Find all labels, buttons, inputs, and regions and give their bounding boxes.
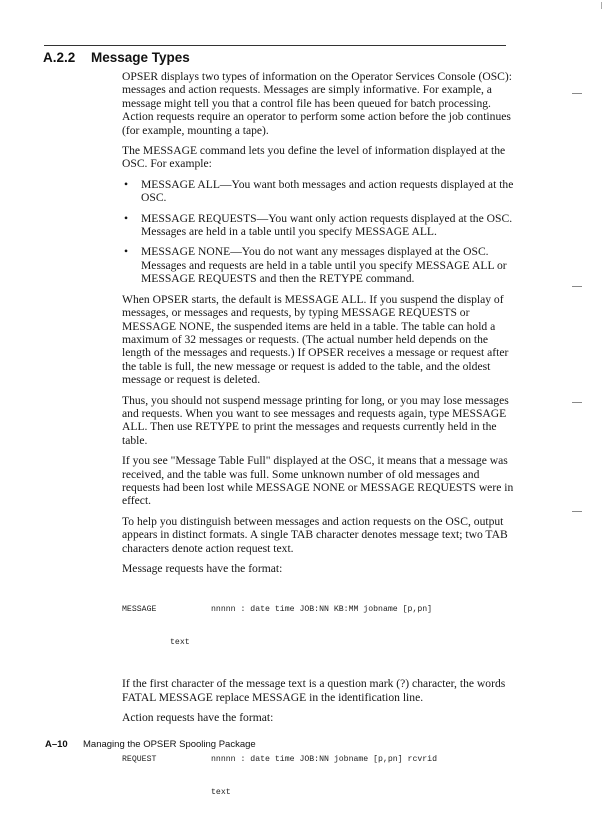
paragraph-intro: OPSER displays two types of information on the Operator Services Console (OSC): messages and action requests. Messages are simply informative. For example, a message might tell you that a control file has been queued for batch processing. Action requests require an operator to perform some action before the job continues (for example, mounting a tape). (122, 70, 512, 137)
change-bar (572, 511, 582, 512)
bullet-icon: • (124, 211, 129, 225)
section-rule (44, 45, 506, 46)
change-bar (572, 286, 582, 287)
message-format-code (122, 582, 514, 670)
section-heading (43, 50, 190, 65)
section-body (122, 70, 514, 827)
code-line: nnnnn : date time JOB:NN KB:MM jobname [p,pn] (211, 605, 433, 615)
paragraph-message-command: The MESSAGE command lets you define the level of information displayed at the OSC. For example: (122, 144, 506, 171)
list-item-text: MESSAGE ALL—You want both messages and action requests displayed at the OSC. (141, 177, 514, 205)
code-text: text (211, 787, 231, 797)
change-bar (572, 402, 582, 403)
page-footer (45, 739, 256, 750)
scan-mark (601, 2, 602, 9)
paragraph-formats: To help you distinguish between messages and action requests on the OSC, output appears in distinct formats. A single TAB character denotes message text; two TAB characters denote action request text. (122, 514, 508, 555)
paragraph-message-format: Message requests have the format: (122, 562, 283, 575)
footer-title: Managing the OPSER Spooling Package (83, 739, 256, 750)
paragraph-default: When OPSER starts, the default is MESSAGE ALL. If you suspend the display of messages, or messages and requests, by typing MESSAGE REQUESTS or MESSAGE NONE, the suspended items are held in a table. The table can hold a maximum of 32 messages or requests. (The actual number held depends on the length of the messages and requests.) If OPSER receives a message or request after the table is full, the new message or request is added to the table, and the oldest message or request is deleted. (122, 292, 509, 387)
change-bar (572, 93, 582, 94)
list-item-text: MESSAGE NONE—You do not want any messages displayed at the OSC. Messages and requests are held in a table until you specify MESSAGE ALL or MESSAGE REQUESTS and then the RETYPE command. (141, 245, 507, 286)
code-label: REQUEST (122, 754, 157, 764)
paragraph-suspend: Thus, you should not suspend message printing for long, or you may lose messages and requests. When you want to see messages and requests again, type MESSAGE ALL. Then use RETYPE to print the messages and requests currently held in the table. (122, 393, 509, 447)
code-text: text (170, 638, 190, 648)
list-item-text: MESSAGE REQUESTS—You want only action requests displayed at the OSC. Messages are held in a table until you specify MESSAGE ALL. (141, 211, 513, 239)
paragraph-table-full: If you see "Message Table Full" displayed at the OSC, it means that a message was received, and the table was full. Some unknown number of old messages and requests had been lost while MESSAGE NONE or MESSAGE REQUESTS were in effect. (122, 454, 514, 508)
list-item (122, 178, 514, 205)
paragraph-fatal: If the first character of the message text is a question mark (?) character, the words FATAL MESSAGE replace MESSAGE in the identification line. (122, 677, 506, 704)
page-number: A–10 (45, 739, 68, 750)
list-item (122, 212, 514, 239)
list-item (122, 245, 514, 285)
bullet-icon: • (124, 245, 129, 259)
paragraph-request-format: Action requests have the format: (122, 711, 274, 725)
bullet-icon: • (124, 177, 129, 191)
section-title: Message Types (91, 50, 190, 65)
code-line: nnnnn : date time JOB:NN jobname [p,pn] rcvrid (211, 754, 438, 764)
message-level-list (122, 178, 514, 286)
section-number: A.2.2 (43, 50, 76, 65)
code-label: MESSAGE (122, 605, 157, 615)
